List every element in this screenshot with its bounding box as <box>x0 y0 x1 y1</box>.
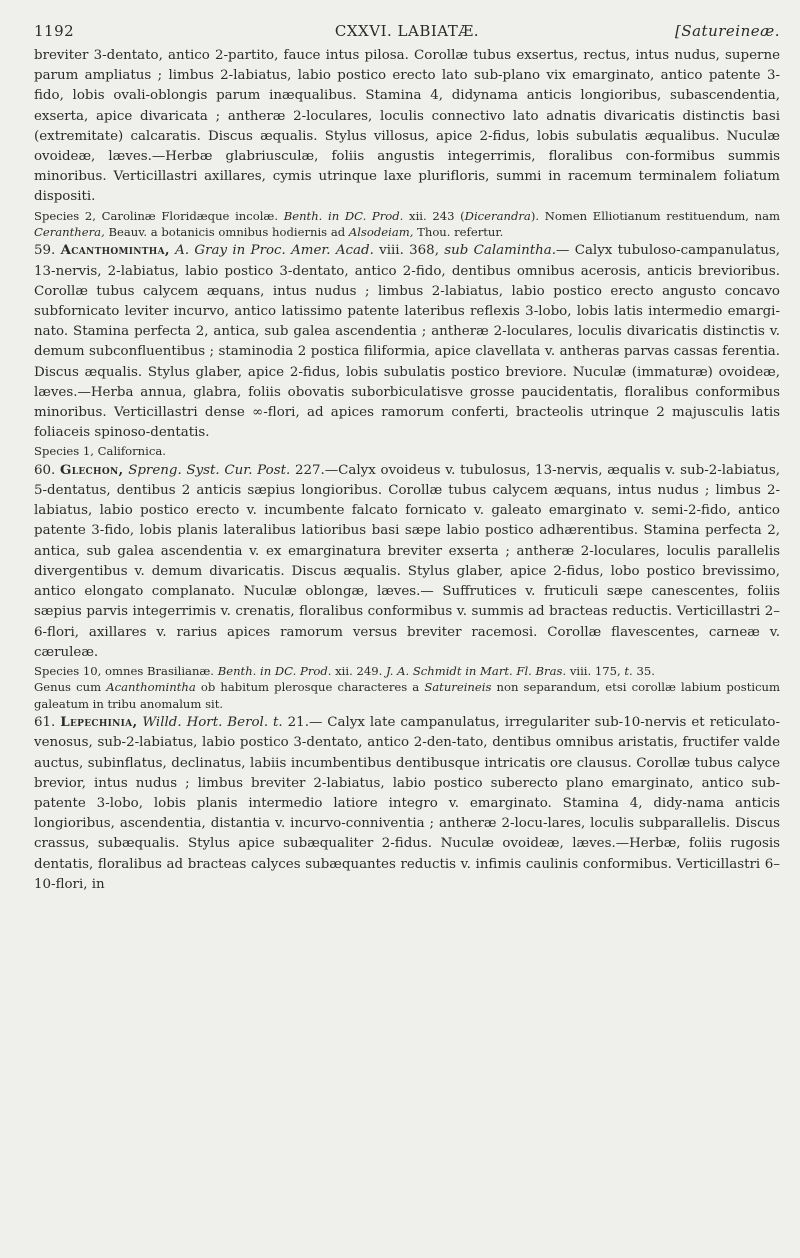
page-body <box>34 46 780 895</box>
genus-name: Glechon, <box>60 461 124 478</box>
species-note-1: Species 2, Carolinæ Floridæque incolæ. Benth. in DC. Prod. xii. 243 (Dicerandra). Nomen Elliotianum restituendum, nam Ceranthera, Beauv. a botanicis omnibus hodiernis ad Alsodeiam, Thou. refertur. <box>34 208 781 240</box>
genus-name: Lepechinia, <box>60 714 138 731</box>
section-title: [Satureineæ. <box>674 22 780 40</box>
running-title: CXXVI. LABIATÆ. <box>334 22 480 40</box>
paragraph-continued: breviter 3-dentato, antico 2-partito, fauce intus pilosa. Corollæ tubus exsertus, rectus, intus nudus, superne parum ampliatus ; limbus 2-labiatus, labio postico erecto lato sub-plano vix emarginato, antico patente 3-fido, lobis ovali-oblongis parum inæqualibus. Stamina 4, didynama anticis longioribus, subascendentia, exserta, apice divaricata ; antheræ 2-loculares, loculis connectivo lato adnatis divaricatis distinctis basi (extremitate) calcaratis. Discus æqualis. Stylus villosus, apice 2-fidus, lobis subulatis æqualibus. Nuculæ ovoideæ, læves.—Herbæ glabriusculæ, foliis angustis integerrimis, floralibus con-formibus summis minoribus. Verticillastri axillares, cymis utrinque laxe plurifloris, summi in racemum terminalem foliatum dispositi. <box>34 48 780 205</box>
genus-entry-59: 59. Acanthomintha, A. Gray in Proc. Amer. Acad. viii. 368, sub Calamintha.— Calyx tubuloso-campanulatus, 13-nervis, 2-labiatus, labio postico 3-dentato, antico 2-fido, dentibus omnibus acerosis, anticis brevioribus. Corollæ tubus calycem æquans, intus nudus ; limbus 2-labiatus, labio postico erecto angusto concavo subfornicato leviter incurvo, antico latissimo patente lateribus reflexis 3-lobo, lobis latis intermedio emargi-nato. Stamina perfecta 2, antica, sub galea ascendentia ; antheræ 2-loculares, loculis divaricatis distinctis v. demum subconfluentibus ; staminodia 2 postica filiformia, apice clavellata v. antheras parvas cassas ferentia. Discus æqualis. Stylus glaber, apice 2-fidus, lobis subulatis postico breviore. Nuculæ (immaturæ) ovoideæ, læves.—Herba annua, glabra, foliis obovatis suborbiculatisve grosse paucidentatis, floralibus conformibus minoribus. Verticillastri dense ∞-flori, ad apices ramorum conferti, bracteolis utrinque 2 majusculis latis foliaceis spinoso-dentatis. <box>34 242 781 441</box>
species-note-60: Species 10, omnes Brasilianæ. Benth. in DC. Prod. xii. 249. J. A. Schmidt in Mart. Fl. Bras. viii. 175, t. 35. Genus cum Acanthomintha ob habitum plerosque characteres a Satureineis non separandum, etsi corollæ labium posticum galeatum in tribu anomalum sit. <box>34 663 781 711</box>
running-header <box>34 18 780 42</box>
page-number: 1192 <box>34 22 75 40</box>
species-note-59: Species 1, Californica. <box>34 444 166 459</box>
genus-entry-60: 60. Glechon, Spreng. Syst. Cur. Post. 227.—Calyx ovoideus v. tubulosus, 13-nervis, æqualis v. sub-2-labiatus, 5-dentatus, dentibus 2 anticis sæpius longioribus. Corollæ tubus calycem æquans, intus nudus ; limbus 2-labiatus, labio postico erecto v. incumbente falcato fornicato v. galeato emarginato v. semi-2-fido, antico patente 3-fido, lobis planis lateralibus latioribus basi sæpe labio postico adhærentibus. Stamina perfecta 2, antica, sub galea ascendentia v. ex emarginatura breviter exserta ; antheræ 2-loculares, loculis parallelis divergentibus v. demum divaricatis. Discus æqualis. Stylus glaber, apice 2-fidus, lobo postico brevissimo, antico elongato complanato. Nuculæ oblongæ, læves.— Suffrutices v. fruticuli sæpe canescentes, foliis sæpius parvis integerrimis v. crenatis, floralibus conformibus v. summis ad bracteas reductis. Verticillastri 2–6-flori, axillares v. rarius apices ramorum versus breviter racemosi. Corollæ flavescentes, carneæ v. cæruleæ. <box>34 461 781 660</box>
genus-entry-61: 61. Lepechinia, Willd. Hort. Berol. t. 21.— Calyx late campanulatus, irregulariter sub-10-nervis et reticulato-venosus, sub-2-labiatus, labio postico 3-dentato, antico 2-den-tato, dentibus omnibus aristatis, fructifer valde auctus, subinflatus, declinatus, labiis incumbentibus dentibusque intricatis ore clausus. Corollæ tubus calyce brevior, intus nudus ; limbus breviter 2-labiatus, labio postico suberecto plano emarginato, antico sub-patente 3-lobo, lobis planis intermedio latiore integro v. emarginato. Stamina 4, didy-nama anticis longioribus, ascendentia, distantia v. incurvo-conniventia ; antheræ 2-locu-lares, loculis subparallelis. Discus crassus, subæqualis. Stylus apice subæqualiter 2-fidus. Nuculæ ovoideæ, læves.—Herbæ, foliis rugosis dentatis, floralibus ad bracteas calyces subæquantes reductis v. infimis caulinis conformibus. Verticillastri 6–10-flori, in <box>34 714 781 892</box>
genus-name: Acanthomintha, <box>60 242 170 259</box>
